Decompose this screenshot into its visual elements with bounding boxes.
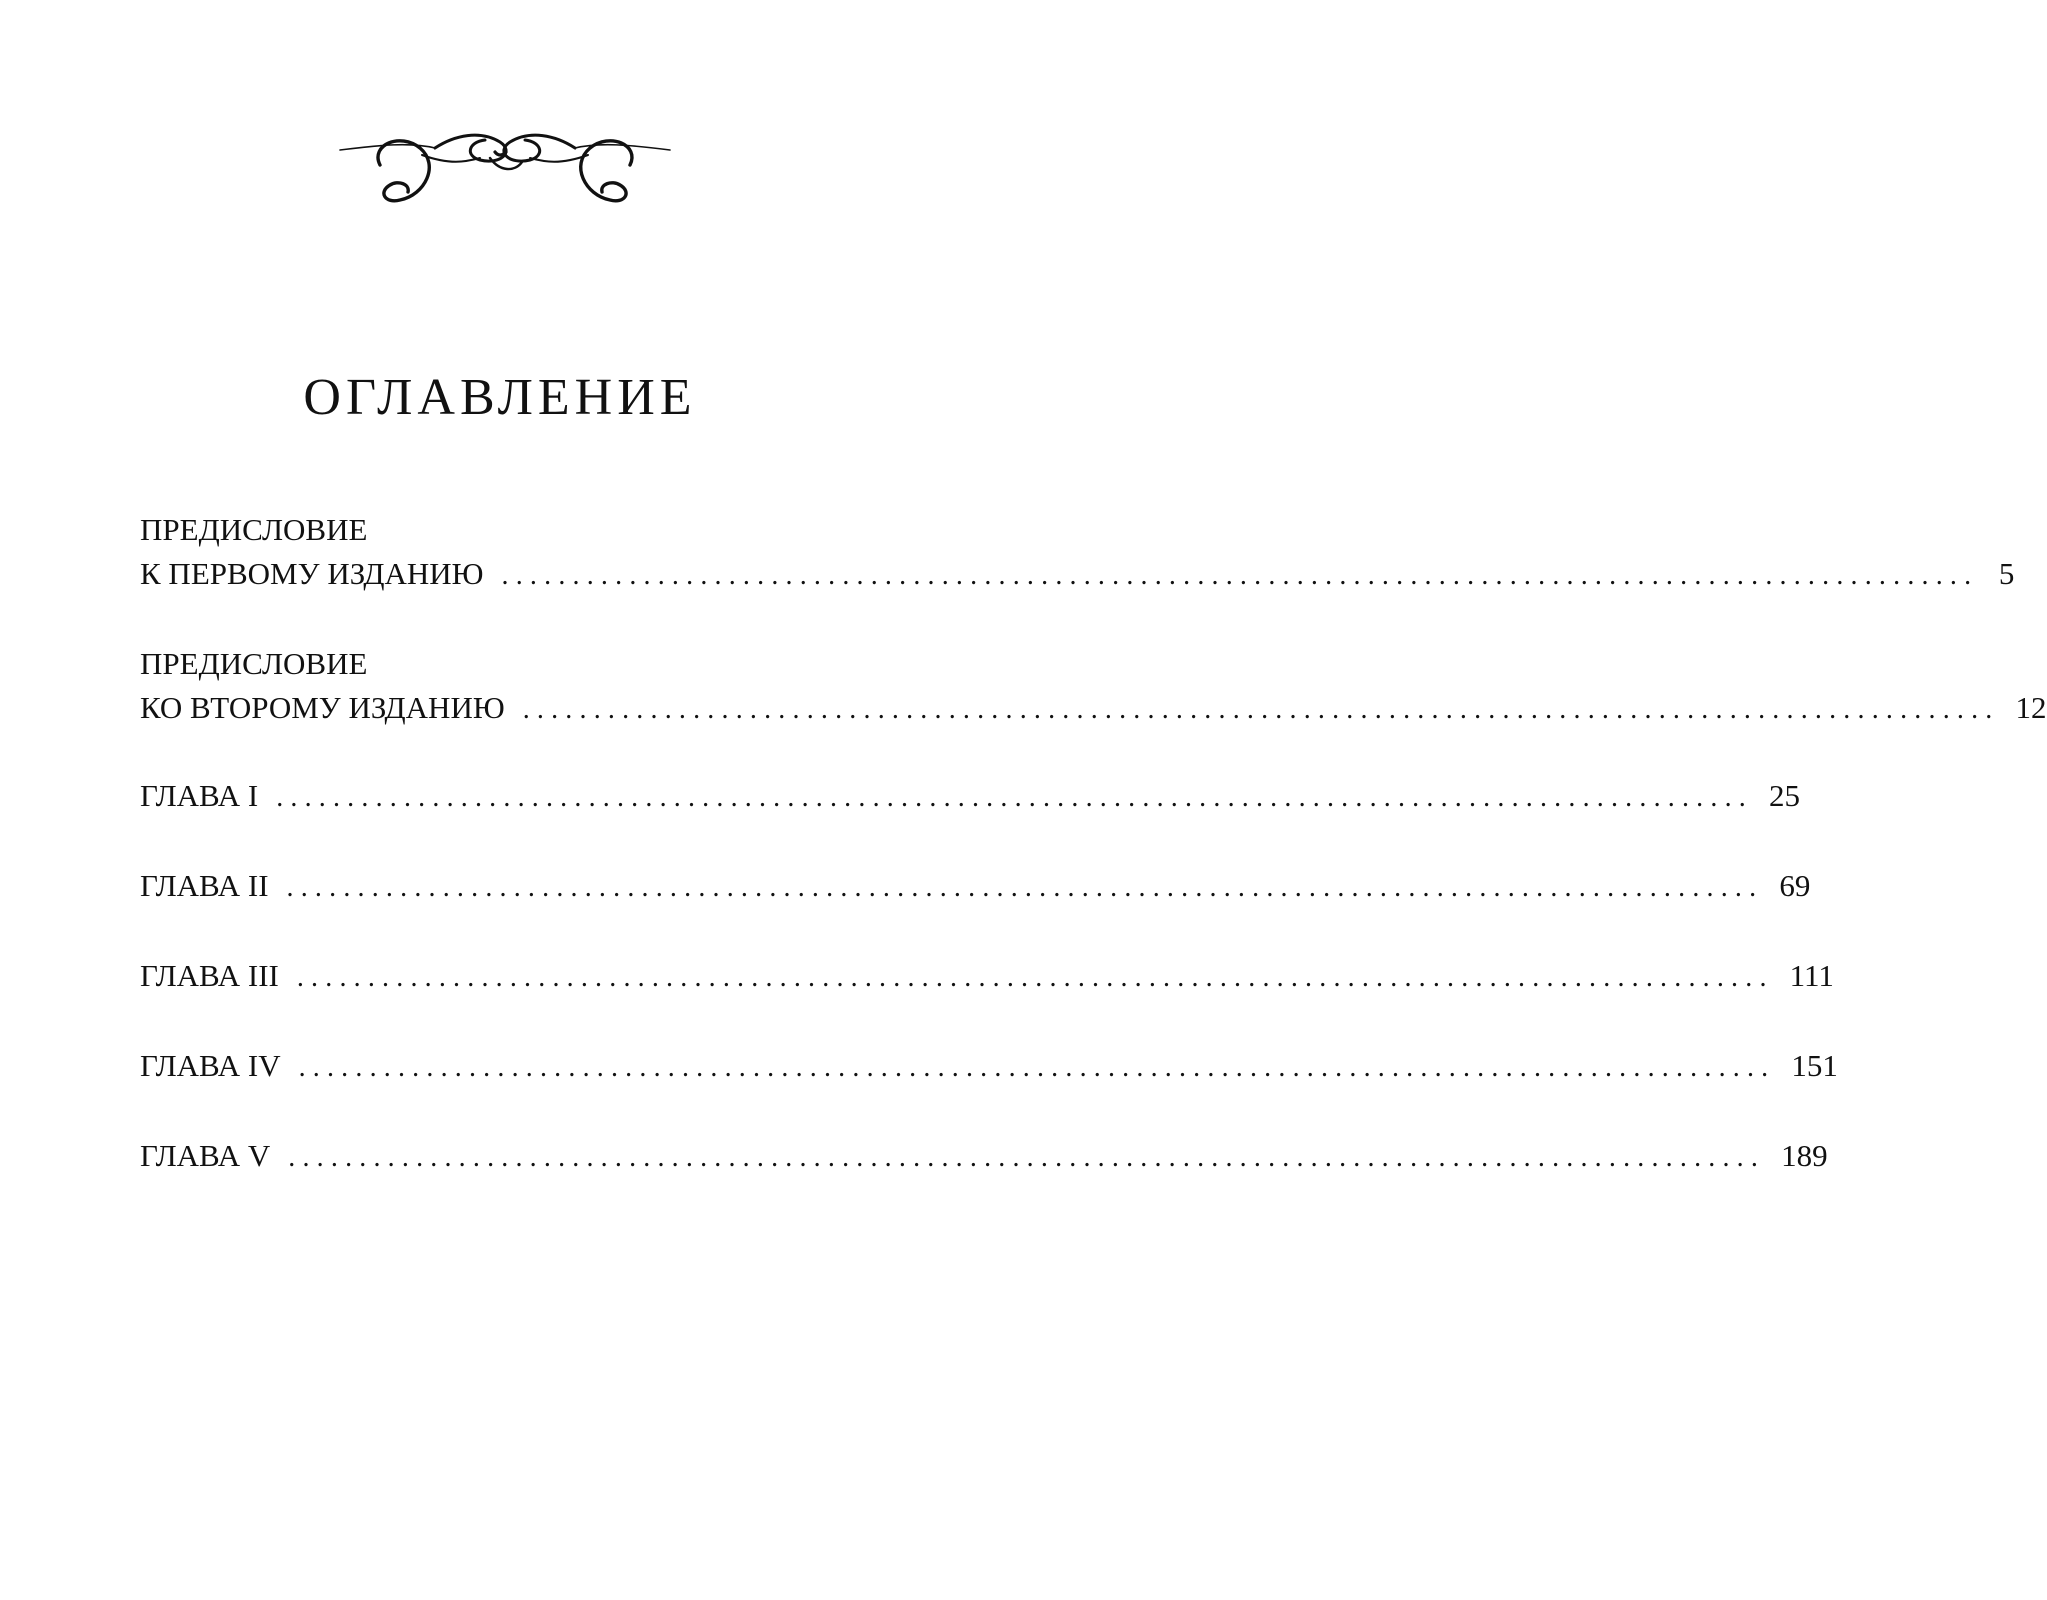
dot-leader: ........................................................................................................ xyxy=(298,1052,1776,1083)
toc-page-number: 151 xyxy=(1791,1048,1838,1083)
dot-leader: ........................................................................................................ xyxy=(288,1142,1766,1173)
toc-entry-label: К ПЕРВОМУ ИЗДАНИЮ xyxy=(140,556,484,591)
toc-entry[interactable] xyxy=(140,1044,1838,1090)
dot-leader: ........................................................................................................ xyxy=(501,560,1979,591)
toc-entry[interactable] xyxy=(140,774,1800,820)
toc-page-number: 189 xyxy=(1781,1138,1828,1173)
toc-entry-label: ГЛАВА V xyxy=(140,1138,271,1173)
dot-leader: ........................................................................................................ xyxy=(276,782,1753,813)
toc-entry[interactable] xyxy=(140,642,2047,732)
toc-page-number: 69 xyxy=(1779,868,1811,903)
dot-leader: ........................................................................................................ xyxy=(522,694,2000,725)
toc-entry[interactable] xyxy=(140,954,1834,1000)
toc-entry[interactable] xyxy=(140,1134,1828,1180)
toc-entry-label: ПРЕДИСЛОВИЕ xyxy=(140,646,368,681)
toc-entry-label: ГЛАВА III xyxy=(140,958,279,993)
toc-entry-label: КО ВТОРОМУ ИЗДАНИЮ xyxy=(140,690,505,725)
dot-leader: ........................................................................................................ xyxy=(296,962,1774,993)
toc-page-number: 12 xyxy=(2015,690,2047,725)
toc-entry-label: ГЛАВА IV xyxy=(140,1048,281,1083)
toc-entry[interactable] xyxy=(140,508,2015,598)
toc-page-number: 25 xyxy=(1769,778,1800,813)
toc-page-number: 5 xyxy=(1998,556,2015,591)
toc-page-number: 111 xyxy=(1789,958,1834,993)
dot-leader: ........................................................................................................ xyxy=(286,872,1764,903)
page-title: ОГЛАВЛЕНИЕ xyxy=(303,369,697,426)
toc-entry-label: ГЛАВА I xyxy=(140,778,259,813)
toc-entry-label: ГЛАВА II xyxy=(140,868,269,903)
toc-entry[interactable] xyxy=(140,864,1811,910)
swirl-ornament-icon xyxy=(340,120,670,215)
toc-entry-label: ПРЕДИСЛОВИЕ xyxy=(140,512,368,547)
